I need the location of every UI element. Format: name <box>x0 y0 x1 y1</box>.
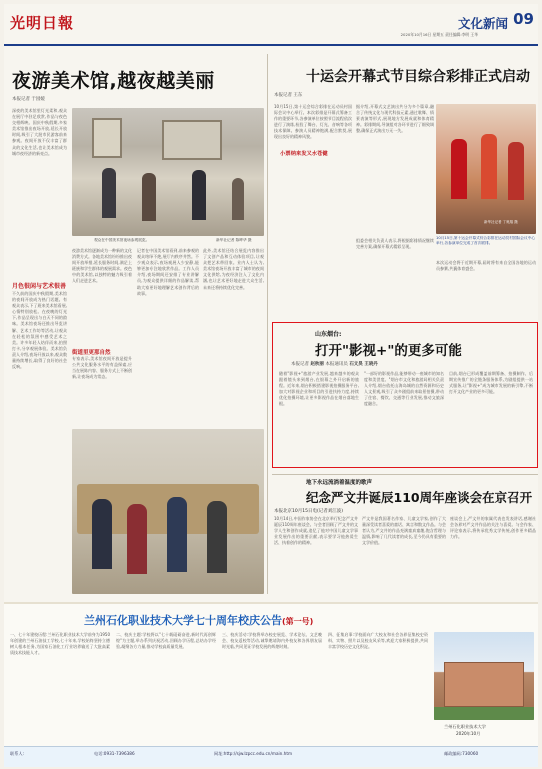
ad-contact-label: 联系人: <box>10 751 24 756</box>
highlight-col-1: 随着"影视+"旅游产业发展,越来越多的观众跟着镜头来到烟台,在银幕之外开启新的旅程。近年来,烟台积极搭建影视拍摄服务平台,加大对影视企业和项目的引进扶持力度,持续优化拍摄环境,让更多影视作品在烟台落地生根。 <box>279 371 359 407</box>
right-top-photo-caption: 10月15日,第十运会开幕式综合彩排在运动员村国际会议中心举行,各参演单位完成了首次联排。 <box>436 236 536 245</box>
ad-col-1: 一、七十年建校历程:兰州石化职业技术大学前身为1950年创建的兰州石油技工学校,七十年来,学校始终坚持立德树人根本任务,为国家石油化工行业培养输送了大批高素质技术技能人才。 <box>10 632 110 656</box>
ad-footer <box>4 746 538 767</box>
left-body-col-1: 深夜的美术馆里灯光柔和,观众在展厅中驻足欣赏,作品与夜色交相辉映。国庆中秋假期,多家美术馆推出夜场开放,延长开放时间,吸引了大批市民游客前来参观。夜间开放不仅丰富了群众的文化生活,也让美术馆成为城市夜经济的新亮点。 <box>12 108 67 156</box>
right-top-col-4: 本次运动会将于近期开幕,届时将有来自全国各地的运动员参赛,共襄体育盛会。 <box>436 260 536 272</box>
highlight-kicker: 山东烟台: <box>315 331 342 338</box>
highlighted-story-box <box>272 322 538 468</box>
left-photo-caption: 观众在中国美术馆夜场参观展览。 <box>94 238 150 242</box>
right-top-col-2: 据介绍,开幕式文艺演出共分为多个篇章,融合了传统文化与现代科技元素,通过歌舞、情景表演等形式,展现地方发展成就和体育精神。彩排期间,导演组对各环节进行了细致调整,确保正式演出万无一失。 <box>356 104 434 134</box>
ad-signature: 兰州石化职业技术大学 <box>444 724 486 729</box>
left-photo-credit: 新华社记者 陈晔华 摄 <box>216 238 252 242</box>
highlight-col-2: "一部好的影视作品,能够带动一座城市的知名度和美誉度。"烟台市文化和旅游局相关负责人介绍,烟台依托山海岛城的自然资源和历史人文景观,吸引了众多剧组前来取景拍摄,带动了住宿、餐饮、交通等行业发展,推动文旅深度融合。 <box>364 371 444 407</box>
section-divider <box>272 474 538 475</box>
ad-col-2: 二、校庆主题:学校将以"七十载砥砺奋进,新时代再创辉煌"为主题,举办系列庆祝活动,回顾办学历程,总结办学经验,凝聚各方力量,推动学校高质量发展。 <box>116 632 216 650</box>
left-body-col-3: 记者在中国美术馆看到,前来参观的观众络绎不绝,展厅内秩序井然。不少观众表示,夜场观展人少安静,能够更加专注地欣赏作品。工作人员介绍,夜场期间还安排了专业讲解员,为观众提供详细的作品解读,帮助大家更好地理解艺术创作背后的故事。 <box>137 248 199 296</box>
middle-kicker: 地下永远流淌着温度的歌声 <box>306 480 373 486</box>
left-byline: 本报记者 于园媛 <box>12 97 45 102</box>
left-photo-students <box>72 429 264 594</box>
ad-title: 兰州石化职业技术大学七十周年校庆公告(第一号) <box>84 614 314 627</box>
left-headline: 夜游美术馆,越夜越美丽 <box>12 70 215 92</box>
left-body-col-4: 此外,美术馆还结合展览内容推出了文创产品和互动体验项目,让观众把艺术带回家。业内人士认为,美术馆夜场开放丰富了城市的夜间文化供给,为夜经济注入了文化内涵,也让艺术更好地走进大众生活,未来还将持续优化完善。 <box>203 248 264 290</box>
anniversary-ad <box>4 602 538 765</box>
page-number: 09 <box>513 10 534 28</box>
ad-campus-photo <box>434 632 534 720</box>
right-top-headline: 十运会开幕式节目综合彩排正式启动 <box>306 69 530 85</box>
ad-col-3: 三、校庆活动:学校将举办校史展览、学术论坛、文艺晚会、校友返校等活动,诚挚邀请海内外校友和各界朋友届时光临,共同见证学校发展的辉煌时刻。 <box>222 632 322 650</box>
left-subhead-1: 月色很闲与艺术很善 <box>12 283 67 290</box>
middle-col-2: 严文井是我国著名作家、儿童文学家,创作了大量深受读者喜爱的童话、寓言和散文作品。与会者认为,严文井的作品充满童真童趣,饱含哲理与温情,影响了几代读者的成长,至今仍具有重要的文学价值。 <box>362 516 446 546</box>
middle-col-1: 10月14日,中国作家协会在北京举行纪念严文井诞辰110周年座谈会。与会者回顾了严文井的文学人生和创作成就,追忆了他对中国儿童文学事业发展作出的重要贡献,表示要学习他热爱生活、执着创作的精神。 <box>274 516 358 546</box>
section-title: 文化新闻 <box>457 16 508 31</box>
ad-website[interactable]: 网址:http://sjw.lzpcc.edu.cn/main.htm <box>214 751 293 756</box>
right-top-photo <box>436 104 536 234</box>
left-body-col-1b: 不久前的国庆中秋假期,美术馆的夜间开放成为热门话题。有观众表示,下了班来美术馆看展,心情特别放松。在夜晚的灯光下,作品呈现出与白天不同的韵味。美术馆夜场还推出导览讲解、艺术工作坊等活动,让观众在轻松的氛围中感受艺术之美。许多年轻人结伴而来,拍照打卡,分享观展体验。美术馆负责人介绍,夜场开放以来,观众数量持续增长,取得了良好的社会反响。 <box>12 291 67 370</box>
column-divider <box>267 54 268 594</box>
page-header <box>4 4 538 46</box>
left-body-col-2b: 专家表示,美术馆夜间开放是提升公共文化服务水平的有益探索,应当在展陈内容、服务方式上不断创新,让夜场成为常态。 <box>72 356 132 380</box>
ad-phone: 电话:0931-7396386 <box>94 751 135 756</box>
highlight-col-3: 目前,烟台已形成覆盖前期筹备、拍摄制作、后期宣传推广的全链条服务体系,为剧组提供一站式服务,让"影视+"成为城市发展的新引擎,不断打开文化产业的更多可能。 <box>449 371 533 395</box>
ad-postcode: 邮政编码:730060 <box>444 751 479 756</box>
newspaper-page <box>4 4 538 765</box>
right-top-photo-credit: 新华社记者 丁奥翔 摄 <box>484 220 518 224</box>
highlight-byline-1: 本报记者 赵秋丽 本报通讯员 石文昊 王晓丹 <box>291 362 378 367</box>
dateline: 2020年10月16日 星期五 责任编辑:李明 王华 <box>400 32 478 37</box>
right-top-subhead: 小票纳来发又水苍健 <box>280 151 328 157</box>
right-top-col-3: 组委会相关负责人表示,将根据彩排情况继续完善方案,确保开幕式精彩呈现。 <box>356 238 434 250</box>
ad-sign-date: 2020年10月 <box>456 731 481 736</box>
left-body-col-2: 夜游美术馆逐渐成为一种新的文化消费方式。各地美术馆纷纷推出夜间开放举措,延长服务时间,满足上班族和学生群体的观展需求。夜色中的美术馆,以独特的魅力吸引着人们走进艺术。 <box>72 248 132 284</box>
masthead-logo: 光明日報 <box>10 14 75 32</box>
right-top-byline: 本报记者 王东 <box>274 93 303 98</box>
left-subhead-2: 街道里更那自然 <box>72 350 111 356</box>
middle-headline: 纪念严文井诞辰110周年座谈会在京召开 <box>306 490 533 505</box>
middle-col-3: 座谈会上,严文井的家属代表也发表讲话,感谢社会各界对严文井作品的关注与喜爱。与会作家、评论家表示,将传承优秀文学传统,创作更多精品力作。 <box>450 516 536 540</box>
ad-col-4: 四、征集启事:学校面向广大校友和社会各界征集校史资料、实物、照片以及校友风采等,欢迎大家积极提供,共同丰富学校历史文化积淀。 <box>328 632 428 650</box>
right-top-col-1: 10月15日,第十运会综合彩排在运动员村国际会议中心举行。本次彩排是开幕式筹备工作的重要环节,各参演单位按照节目流程依次进行了演练,检验了舞台、灯光、音响等各项技术保障。参演人员精神饱满,配合默契,展现出良好的精神风貌。 <box>274 104 352 140</box>
middle-byline: 本报北京10月15日电(记者刘江波) <box>274 509 343 514</box>
highlight-headline: 打开"影视+"的更多可能 <box>315 343 462 359</box>
left-photo-gallery <box>72 108 264 236</box>
